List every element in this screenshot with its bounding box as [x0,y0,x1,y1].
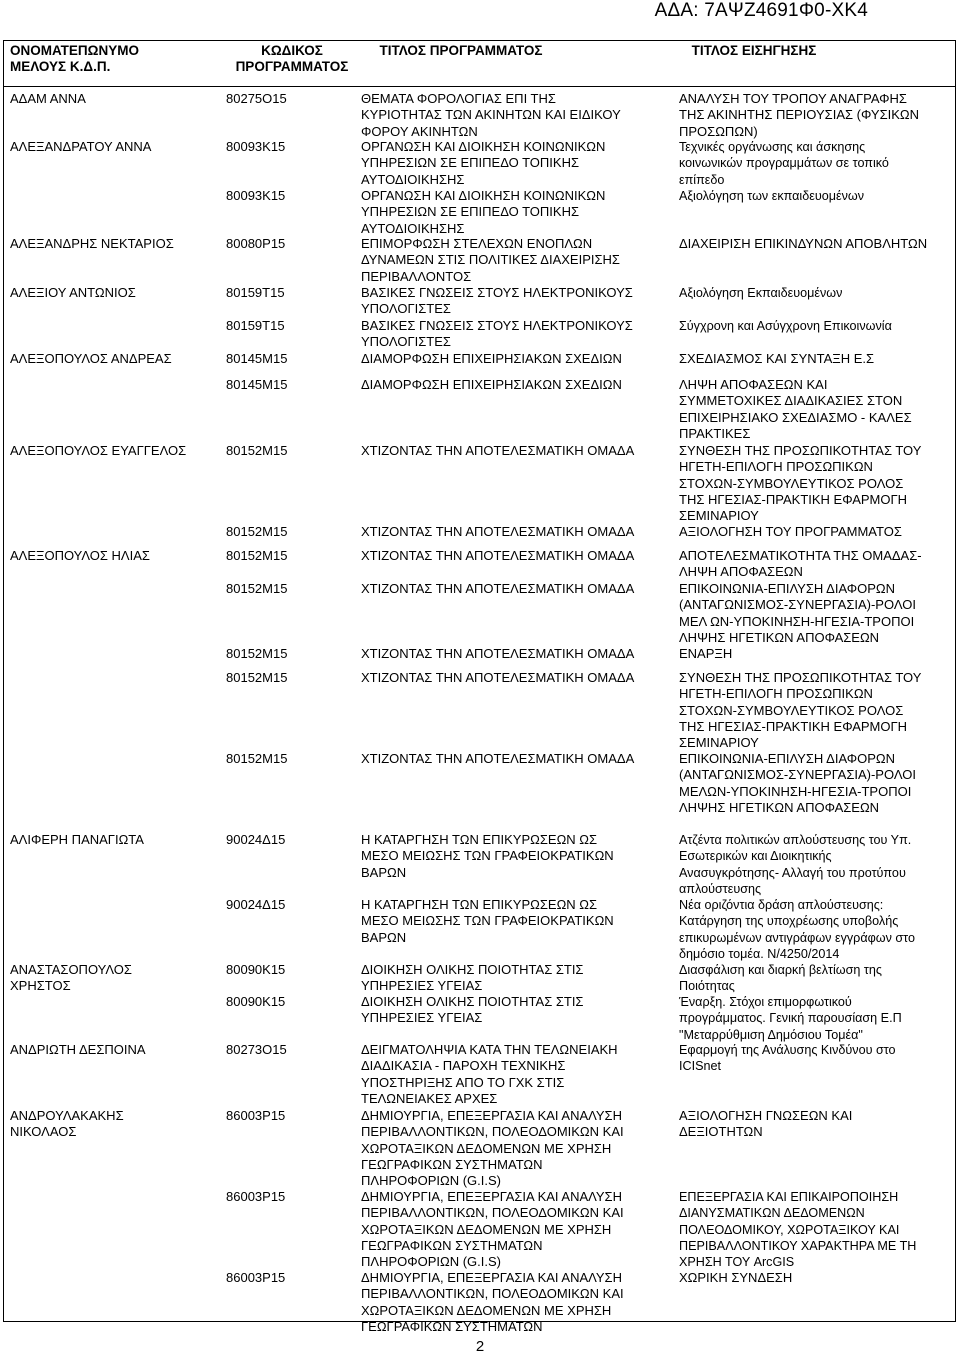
page-number: 2 [475,1338,485,1355]
cell-line: 80093Κ15 [226,139,286,154]
cell-lecture [679,91,954,140]
cell-lecture [679,1270,954,1286]
header-line: ΜΕΛΟΥΣ Κ.Δ.Π. [10,59,111,74]
cell-line: ΝΙΚΟΛΑΟΣ [10,1124,77,1140]
cell-code [226,1189,358,1205]
cell-name [10,139,220,155]
header-line: ΟΝΟΜΑΤΕΠΩΝΥΜΟ [10,43,139,58]
cell-lecture [679,377,954,442]
table-row [4,1039,955,1105]
cell-line: 80145Μ15 [226,351,288,366]
cell-line: ΠΕΡΙΒΑΛΛΟΝΤΙΚΟΥ ΧΑΡΑΚΤΗΡΑ ΜΕ ΤΗ [679,1238,917,1253]
cell-line: ΧΤΙΖΟΝΤΑΣ ΤΗΝ ΑΠΟΤΕΛΕΣΜΑΤΙΚΗ ΟΜΑΔΑ [361,524,635,539]
cell-line: 80275Ο15 [226,91,287,106]
table-row [4,315,955,348]
cell-line: 80152Μ15 [226,548,288,563]
cell-line: δημόσιο τομέα. Ν/4250/2014 [679,946,840,961]
cell-line: ΔΙΟΙΚΗΣΗ ΟΛΙΚΗΣ ΠΟΙΟΤΗΤΑΣ ΣΤΙΣ [361,994,584,1009]
cell-line: Ανασυγκρότησης- Αλλαγή του προτύπου [679,865,906,880]
cell-code [226,581,358,597]
cell-line: ΕΠΙΜΟΡΦΩΣΗ ΣΤΕΛΕΧΩΝ ΕΝΟΠΛΩΝ [361,236,593,251]
cell-line: Σύγχρονη και Ασύγχρονη Επικοινωνία [679,319,892,333]
cell-line: Τεχνικές οργάνωσης και άσκησης [679,140,866,154]
cell-code [226,524,358,540]
cell-line: Εφαρμογή της Ανάλυσης Κινδύνου στο [679,1043,896,1057]
cell-program [361,1270,676,1335]
cell-program [361,91,676,140]
cell-line: ΥΠΟΛΟΓΙΣΤΕΣ [361,334,451,350]
cell-code [226,670,358,686]
cell-line: προγράμματος. Γενική παρουσίαση Ε.Π [679,1011,902,1026]
cell-name [10,351,220,367]
cell-lecture [679,548,954,581]
cell-line: ΕΠΙΚΟΙΝΩΝΙΑ-ΕΠΙΛΥΣΗ ΔΙΑΦΟΡΩΝ [679,751,896,766]
table-row [4,136,955,185]
cell-line: ΥΠΟΛΟΓΙΣΤΕΣ [361,301,451,317]
header-lecture [679,43,829,59]
cell-line: ΑΛΕΞΟΠΟΥΛΟΣ ΑΝΔΡΕΑΣ [10,351,172,366]
cell-code [226,236,358,252]
cell-code [226,646,358,662]
table-row [4,348,955,374]
cell-program [361,318,676,351]
cell-line: Κατάργηση της υποχρέωσης υποβολής [679,914,899,929]
cell-code [226,443,358,459]
cell-line: (ΑΝΤΑΓΩΝΙΣΜΟΣ-ΣΥΝΕΡΓΑΣΙΑ)-ΡΟΛΟΙ [679,767,916,783]
table-row [4,233,955,282]
header-name [10,43,220,75]
cell-line: ΠΡΟΣΩΠΩΝ) [679,123,758,139]
cell-line: ΑΥΤΟΔΙΟΙΚΗΣΗΣ [361,220,465,236]
table-row [4,991,955,1042]
cell-lecture [679,670,954,751]
cell-line: ΒΑΣΙΚΕΣ ΓΝΩΣΕΙΣ ΣΤΟΥΣ ΗΛΕΚΤΡΟΝΙΚΟΥΣ [361,285,633,300]
cell-line: 86003Ρ15 [226,1189,286,1204]
cell-line: 90024Δ15 [226,897,286,912]
cell-program [361,646,676,662]
cell-lecture [679,994,954,1043]
cell-line: Ποιότητας [679,979,735,994]
cell-line: ΠΛΗΡΟΦΟΡΙΩΝ (G.I.S) [361,1173,502,1189]
table-body [4,88,955,1332]
cell-line: ΤΗΣ ΗΓΕΣΙΑΣ-ΠΡΑΚΤΙΚΗ ΕΦΑΡΜΟΓΗ [679,718,908,734]
cell-line: ΠΕΡΙΒΑΛΛΟΝΤΙΚΩΝ, ΠΟΛΕΟΔΟΜΙΚΩΝ ΚΑΙ [361,1286,624,1302]
cell-lecture [679,1042,954,1075]
cell-name [10,548,220,564]
cell-lecture [679,1189,954,1270]
cell-line: 80159Τ15 [226,318,285,333]
cell-program [361,139,676,188]
header-line: ΤΙΤΛΟΣ ΠΡΟΓΡΑΜΜΑΤΟΣ [379,43,543,58]
table-row [4,748,955,829]
cell-line: ΧΩΡΟΤΑΞΙΚΩΝ ΔΕΔΟΜΕΝΩΝ ΜΕ ΧΡΗΣΗ [361,1140,612,1156]
cell-program [361,1042,676,1107]
cell-line: Διασφάλιση και διαρκή βελτίωση της [679,963,882,977]
cell-program [361,1108,676,1189]
cell-name [10,1042,220,1058]
cell-line: 80090Κ15 [226,994,286,1009]
cell-line: ΔΙΑΔΙΚΑΣΙΑ - ΠΑΡΟΧΗ ΤΕΧΝΙΚΗΣ [361,1058,566,1074]
cell-lecture [679,897,954,962]
cell-line: 80152Μ15 [226,751,288,766]
cell-line: ΧΤΙΖΟΝΤΑΣ ΤΗΝ ΑΠΟΤΕΛΕΣΜΑΤΙΚΗ ΟΜΑΔΑ [361,670,635,685]
cell-code [226,285,358,301]
cell-name [10,962,220,995]
cell-lecture [679,236,954,252]
header-program [361,43,561,59]
cell-line: Αξιολόγηση των εκπαιδευομένων [679,189,865,203]
header-line: ΚΩΔΙΚΟΣ [261,43,323,58]
cell-line: ΤΗΣ ΑΚΙΝΗΤΗΣ ΠΕΡΙΟΥΣΙΑΣ (ΦΥΣΙΚΩΝ [679,107,920,123]
cell-line: ΔΙΑΝΥΣΜΑΤΙΚΩΝ ΔΕΔΟΜΕΝΩΝ [679,1206,865,1221]
cell-program [361,751,676,767]
cell-code [226,1270,358,1286]
cell-line: 80090Κ15 [226,962,286,977]
cell-lecture [679,188,954,204]
cell-line: ICISnet [679,1059,721,1074]
cell-line: 86003Ρ15 [226,1270,286,1285]
cell-name [10,91,220,107]
cell-line: ΤΗΣ ΗΓΕΣΙΑΣ-ΠΡΑΚΤΙΚΗ ΕΦΑΡΜΟΓΗ [679,491,908,507]
cell-program [361,236,676,285]
cell-line: Ατζέντα πολιτικών απλούστευσης του Υπ. [679,833,912,847]
cell-line: Νέα οριζόντια δράση απλούστευσης: [679,898,884,912]
cell-name [10,236,220,252]
ada-header: ΑΔΑ: 7ΑΨΖ4691Φ0-ΧΚ4 [654,0,868,21]
cell-line: ΕΝΑΡΞΗ [679,646,733,661]
cell-line: ΗΓΕΤΗ-ΕΠΙΛΟΓΗ ΠΡΟΣΩΠΙΚΩΝ [679,459,873,475]
header-code [226,43,358,75]
cell-line: 80273Ο15 [226,1042,287,1057]
cell-line: ΠΟΛΕΟΔΟΜΙΚΟΥ, ΧΩΡΟΤΑΞΙΚΟΥ ΚΑΙ [679,1222,900,1237]
cell-program [361,581,676,597]
cell-line: ΜΕΛ ΩΝ-ΥΠΟΚΙΝΗΣΗ-ΗΓΕΣΙΑ-ΤΡΟΠΟΙ [679,613,915,629]
cell-line: 80152Μ15 [226,670,288,685]
cell-line: ΛΗΨΗ ΑΠΟΦΑΣΕΩΝ ΚΑΙ [679,377,828,392]
cell-line: ΔΗΜΙΟΥΡΓΙΑ, ΕΠΕΞΕΡΓΑΣΙΑ ΚΑΙ ΑΝΑΛΥΣΗ [361,1189,622,1204]
cell-code [226,318,358,334]
cell-line: 80152Μ15 [226,646,288,661]
cell-line: ΕΠΙΧΕΙΡΗΣΙΑΚΟ ΣΧΕΔΙΑΣΜΟ - ΚΑΛΕΣ [679,409,912,425]
cell-line: ΛΗΨΗΣ ΗΓΕΤΙΚΩΝ ΑΠΟΦΑΣΕΩΝ [679,799,880,815]
table-row [4,545,955,578]
cell-line: κοινωνικών προγραμμάτων σε τοπικό [679,156,889,171]
cell-line: ΣΕΜΙΝΑΡΙΟΥ [679,508,759,524]
cell-line: ΑΔΑΜ ΑΝΝΑ [10,91,86,106]
cell-code [226,832,358,848]
cell-line: ΜΕΛΩΝ-ΥΠΟΚΙΝΗΣΗ-ΗΓΕΣΙΑ-ΤΡΟΠΟΙ [679,783,912,799]
cell-code [226,994,358,1010]
header-line: ΤΙΤΛΟΣ ΕΙΣΗΓΗΣΗΣ [691,43,817,58]
cell-line: ΘΕΜΑΤΑ ΦΟΡΟΛΟΓΙΑΣ ΕΠΙ ΤΗΣ [361,91,556,106]
cell-line: ΣΥΜΜΕΤΟΧΙΚΕΣ ΔΙΑΔΙΚΑΣΙΕΣ ΣΤΟΝ [679,393,903,409]
table-row [4,185,955,236]
cell-lecture [679,962,954,995]
cell-line: ΠΡΑΚΤΙΚΕΣ [679,425,751,441]
cell-line: ΑΛΕΞΑΝΔΡΗΣ ΝΕΚΤΑΡΙΟΣ [10,236,174,251]
cell-line: ΣΕΜΙΝΑΡΙΟΥ [679,735,759,751]
cell-code [226,897,358,913]
cell-line: ΔΕΞΙΟΤΗΤΩΝ [679,1124,763,1140]
cell-program [361,832,676,881]
cell-line: ΔΙΟΙΚΗΣΗ ΟΛΙΚΗΣ ΠΟΙΟΤΗΤΑΣ ΣΤΙΣ [361,962,584,977]
cell-lecture [679,318,954,334]
cell-line: Η ΚΑΤΑΡΓΗΣΗ ΤΩΝ ΕΠΙΚΥΡΩΣΕΩΝ ΩΣ [361,832,598,847]
cell-name [10,832,220,848]
cell-program [361,351,676,367]
cell-line: ΑΥΤΟΔΙΟΙΚΗΣΗΣ [361,171,465,187]
cell-code [226,1042,358,1058]
table-row [4,959,955,994]
cell-line: ΔΙΑΜΟΡΦΩΣΗ ΕΠΙΧΕΙΡΗΣΙΑΚΩΝ ΣΧΕΔΙΩΝ [361,377,622,392]
cell-name [10,285,220,301]
table-row [4,1105,955,1189]
cell-line: ΓΕΩΓΡΑΦΙΚΩΝ ΣΥΣΤΗΜΑΤΩΝ [361,1237,543,1253]
cell-line: ΣΥΝΘΕΣΗ ΤΗΣ ΠΡΟΣΩΠΙΚΟΤΗΤΑΣ ΤΟΥ [679,670,922,685]
cell-line: απλούστευσης [679,881,762,896]
cell-program [361,188,676,237]
cell-line: ΟΡΓΑΝΩΣΗ ΚΑΙ ΔΙΟΙΚΗΣΗ ΚΟΙΝΩΝΙΚΩΝ [361,139,606,154]
cell-line: ΒΑΡΩΝ [361,864,407,880]
table-header [4,41,955,87]
cell-lecture [679,751,954,816]
cell-program [361,377,676,393]
cell-line: ΣΤΟΧΩΝ-ΣΥΜΒΟΥΛΕΥΤΙΚΟΣ ΡΟΛΟΣ [679,702,904,718]
cell-lecture [679,581,954,646]
cell-line: ΥΠΟΣΤΗΡΙΞΗΣ ΑΠΟ ΤΟ ΓΧΚ ΣΤΙΣ [361,1074,565,1090]
table-row [4,829,955,894]
cell-line: ΑΞΙΟΛΟΓΗΣΗ ΓΝΩΣΕΩΝ ΚΑΙ [679,1108,853,1123]
cell-line: ΑΝΔΡΙΩΤΗ ΔΕΣΠΟΙΝΑ [10,1042,146,1057]
cell-line: ΚΥΡΙΟΤΗΤΑΣ ΤΩΝ ΑΚΙΝΗΤΩΝ ΚΑΙ ΕΙΔΙΚΟΥ [361,107,621,123]
cell-line: επικυρωμένων αντιγράφων εγγράφων στο [679,930,915,945]
cell-program [361,285,676,318]
cell-line: ΧΤΙΖΟΝΤΑΣ ΤΗΝ ΑΠΟΤΕΛΕΣΜΑΤΙΚΗ ΟΜΑΔΑ [361,646,635,661]
cell-line: 90024Δ15 [226,832,286,847]
cell-line: ΔΗΜΙΟΥΡΓΙΑ, ΕΠΕΞΕΡΓΑΣΙΑ ΚΑΙ ΑΝΑΛΥΣΗ [361,1108,622,1123]
cell-line: ΣΧΕΔΙΑΣΜΟΣ ΚΑΙ ΣΥΝΤΑΞΗ Ε.Σ [679,351,875,366]
cell-line: ΕΠΙΚΟΙΝΩΝΙΑ-ΕΠΙΛΥΣΗ ΔΙΑΦΟΡΩΝ [679,581,896,596]
cell-line: ΥΠΗΡΕΣΙΩΝ ΣΕ ΕΠΙΠΕΔΟ ΤΟΠΙΚΗΣ [361,204,580,220]
cell-program [361,1189,676,1270]
table-row [4,578,955,643]
cell-line: 80145Μ15 [226,377,288,392]
cell-line: ΜΕΣΟ ΜΕΙΩΣΗΣ ΤΩΝ ΓΡΑΦΕΙΟΚΡΑΤΙΚΩΝ [361,848,614,864]
cell-line: ΑΝΑΣΤΑΣΟΠΟΥΛΟΣ [10,962,132,977]
cell-lecture [679,139,954,188]
cell-lecture [679,832,954,897]
cell-line: ΠΕΡΙΒΑΛΛΟΝΤΙΚΩΝ, ΠΟΛΕΟΔΟΜΙΚΩΝ ΚΑΙ [361,1205,624,1221]
cell-line: ΑΠΟΤΕΛΕΣΜΑΤΙΚΟΤΗΤΑ ΤΗΣ ΟΜΑΔΑΣ- [679,548,922,563]
cell-line: ΔΕΙΓΜΑΤΟΛΗΨΙΑ ΚΑΤΑ ΤΗΝ ΤΕΛΩΝΕΙΑΚΗ [361,1042,618,1057]
cell-program [361,897,676,946]
cell-line: 86003Ρ15 [226,1108,286,1123]
cell-lecture [679,351,954,367]
cell-line: ΑΛΕΞΑΝΔΡΑΤΟΥ ΑΝΝΑ [10,139,152,154]
cell-name [10,1108,220,1141]
cell-line: ΑΛΕΞΟΠΟΥΛΟΣ ΕΥΑΓΓΕΛΟΣ [10,443,187,458]
cell-line: 80152Μ15 [226,443,288,458]
table-row [4,1267,955,1332]
cell-line: ΑΛΕΞΟΠΟΥΛΟΣ ΗΛΙΑΣ [10,548,150,563]
cell-line: ΒΑΣΙΚΕΣ ΓΝΩΣΕΙΣ ΣΤΟΥΣ ΗΛΕΚΤΡΟΝΙΚΟΥΣ [361,318,633,333]
table-row [4,440,955,524]
cell-line: ΓΕΩΓΡΑΦΙΚΩΝ ΣΥΣΤΗΜΑΤΩΝ [361,1156,543,1172]
cell-line: ΗΓΕΤΗ-ΕΠΙΛΟΓΗ ΠΡΟΣΩΠΙΚΩΝ [679,686,873,702]
cell-line: ΧΤΙΖΟΝΤΑΣ ΤΗΝ ΑΠΟΤΕΛΕΣΜΑΤΙΚΗ ΟΜΑΔΑ [361,581,635,596]
cell-line: ΧΤΙΖΟΝΤΑΣ ΤΗΝ ΑΠΟΤΕΛΕΣΜΑΤΙΚΗ ΟΜΑΔΑ [361,443,635,458]
cell-code [226,91,358,107]
cell-line: ΔΙΑΧΕΙΡΙΣΗ ΕΠΙΚΙΝΔΥΝΩΝ ΑΠΟΒΛΗΤΩΝ [679,236,928,251]
cell-line: ΣΤΟΧΩΝ-ΣΥΜΒΟΥΛΕΥΤΙΚΟΣ ΡΟΛΟΣ [679,475,904,491]
cell-line: 80093Κ15 [226,188,286,203]
cell-lecture [679,443,954,524]
cell-line: Έναρξη. Στόχοι επιμορφωτικού [679,995,852,1009]
cell-code [226,188,358,204]
training-table [3,40,956,1334]
cell-code [226,962,358,978]
cell-line: επίπεδο [679,172,725,187]
cell-line: ΜΕΣΟ ΜΕΙΩΣΗΣ ΤΩΝ ΓΡΑΦΕΙΟΚΡΑΤΙΚΩΝ [361,913,614,929]
cell-line: ΒΑΡΩΝ [361,929,407,945]
cell-lecture [679,285,954,301]
cell-program [361,524,676,540]
cell-line: ΑΛΕΞΙΟΥ ΑΝΤΩΝΙΟΣ [10,285,136,300]
cell-name [10,443,220,459]
cell-line: ΕΠΕΞΕΡΓΑΣΙΑ ΚΑΙ ΕΠΙΚΑΙΡΟΠΟΙΗΣΗ [679,1190,899,1204]
cell-line: ΥΠΗΡΕΣΙΕΣ ΥΓΕΙΑΣ [361,978,483,994]
table-row [4,894,955,959]
cell-code [226,548,358,564]
cell-line: Εσωτερικών και Διοικητικής [679,849,832,864]
table-row [4,88,955,139]
cell-line: (ΑΝΤΑΓΩΝΙΣΜΟΣ-ΣΥΝΕΡΓΑΣΙΑ)-ΡΟΛΟΙ [679,597,916,613]
cell-line: ΑΞΙΟΛΟΓΗΣΗ ΤΟΥ ΠΡΟΓΡΑΜΜΑΤΟΣ [679,524,902,539]
table-row [4,374,955,440]
table-row [4,643,955,667]
cell-line: ΧΩΡΟΤΑΞΙΚΩΝ ΔΕΔΟΜΕΝΩΝ ΜΕ ΧΡΗΣΗ [361,1221,612,1237]
cell-line: ΧΡΗΣΤΟΣ [10,978,71,994]
cell-line: "Μεταρρύθμιση Δημόσιου Τομέα" [679,1027,863,1042]
cell-line: ΠΕΡΙΒΑΛΛΟΝΤΙΚΩΝ, ΠΟΛΕΟΔΟΜΙΚΩΝ ΚΑΙ [361,1124,624,1140]
cell-code [226,1108,358,1124]
cell-line: Η ΚΑΤΑΡΓΗΣΗ ΤΩΝ ΕΠΙΚΥΡΩΣΕΩΝ ΩΣ [361,897,598,912]
cell-line: ΑΝΑΛΥΣΗ ΤΟΥ ΤΡΟΠΟΥ ΑΝΑΓΡΑΦΗΣ [679,91,907,106]
cell-line: Αξιολόγηση Εκπαιδευομένων [679,286,843,300]
cell-code [226,751,358,767]
cell-line: ΧΤΙΖΟΝΤΑΣ ΤΗΝ ΑΠΟΤΕΛΕΣΜΑΤΙΚΗ ΟΜΑΔΑ [361,751,635,766]
cell-line: ΔΗΜΙΟΥΡΓΙΑ, ΕΠΕΞΕΡΓΑΣΙΑ ΚΑΙ ΑΝΑΛΥΣΗ [361,1270,622,1285]
cell-line: ΥΠΗΡΕΣΙΕΣ ΥΓΕΙΑΣ [361,1010,483,1026]
table-row [4,282,955,315]
cell-line: ΧΡΗΣΗ ΤΟΥ ArcGIS [679,1255,795,1270]
cell-line: ΠΛΗΡΟΦΟΡΙΩΝ (G.I.S) [361,1254,502,1270]
cell-program [361,994,676,1027]
cell-program [361,548,676,564]
cell-line: ΤΕΛΩΝΕΙΑΚΕΣ ΑΡΧΕΣ [361,1090,498,1106]
table-row [4,521,955,545]
cell-code [226,139,358,155]
cell-line: ΓΕΩΓΡΑΦΙΚΩΝ ΣΥΣΤΗΜΑΤΩΝ [361,1318,543,1334]
cell-program [361,670,676,686]
cell-lecture [679,1108,954,1141]
cell-line: ΧΩΡΟΤΑΞΙΚΩΝ ΔΕΔΟΜΕΝΩΝ ΜΕ ΧΡΗΣΗ [361,1302,612,1318]
table-row [4,667,955,751]
cell-line: ΠΕΡΙΒΑΛΛΟΝΤΟΣ [361,268,472,284]
cell-line: ΔΥΝΑΜΕΩΝ ΣΤΙΣ ΠΟΛΙΤΙΚΕΣ ΔΙΑΧΕΙΡΙΣΗΣ [361,252,620,268]
cell-line: 80080Ρ15 [226,236,286,251]
cell-line: ΑΛΙΦΕΡΗ ΠΑΝΑΓΙΩΤΑ [10,832,144,847]
cell-program [361,443,676,459]
table-row [4,1186,955,1270]
header-line: ΠΡΟΓΡΑΜΜΑΤΟΣ [235,59,349,74]
cell-lecture [679,524,954,540]
cell-line: 80159Τ15 [226,285,285,300]
cell-code [226,377,358,393]
cell-line: ΛΗΨΗ ΑΠΟΦΑΣΕΩΝ [679,564,803,580]
cell-line: ΣΥΝΘΕΣΗ ΤΗΣ ΠΡΟΣΩΠΙΚΟΤΗΤΑΣ ΤΟΥ [679,443,922,458]
cell-line: ΥΠΗΡΕΣΙΩΝ ΣΕ ΕΠΙΠΕΔΟ ΤΟΠΙΚΗΣ [361,155,580,171]
cell-line: ΑΝΔΡΟΥΛΑΚΑΚΗΣ [10,1108,124,1123]
cell-line: ΛΗΨΗΣ ΗΓΕΤΙΚΩΝ ΑΠΟΦΑΣΕΩΝ [679,629,880,645]
cell-lecture [679,646,954,662]
cell-line: 80152Μ15 [226,581,288,596]
cell-line: ΧΤΙΖΟΝΤΑΣ ΤΗΝ ΑΠΟΤΕΛΕΣΜΑΤΙΚΗ ΟΜΑΔΑ [361,548,635,563]
cell-program [361,962,676,995]
cell-line: ΦΟΡΟΥ ΑΚΙΝΗΤΩΝ [361,123,478,139]
cell-line: ΔΙΑΜΟΡΦΩΣΗ ΕΠΙΧΕΙΡΗΣΙΑΚΩΝ ΣΧΕΔΙΩΝ [361,351,622,366]
cell-code [226,351,358,367]
cell-line: ΧΩΡΙΚΗ ΣΥΝΔΕΣΗ [679,1270,793,1285]
cell-line: ΟΡΓΑΝΩΣΗ ΚΑΙ ΔΙΟΙΚΗΣΗ ΚΟΙΝΩΝΙΚΩΝ [361,188,606,203]
cell-line: 80152Μ15 [226,524,288,539]
